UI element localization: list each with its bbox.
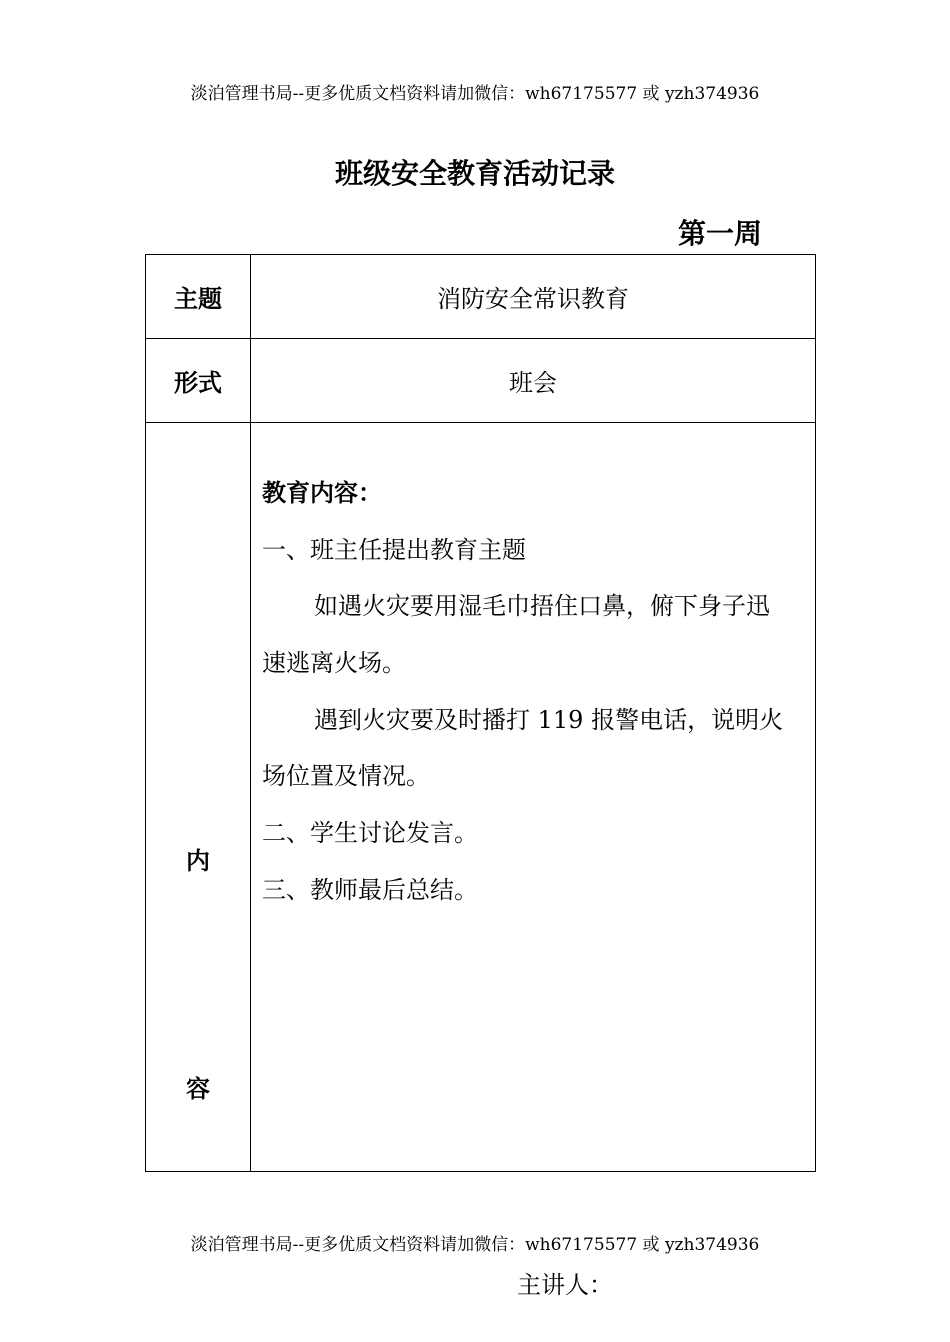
- content-heading: 教育内容：: [262, 479, 382, 507]
- content-label-char-1: 内: [186, 847, 210, 875]
- content-para-2-line-1: 遇到火灾要及时播打 119 报警电话，说明火: [314, 706, 784, 734]
- topic-label: 主题: [146, 255, 251, 339]
- content-para-1-line-2: 速逃离火场。: [262, 649, 406, 677]
- speaker-label: 主讲人：: [517, 1271, 613, 1299]
- footer-note: 淡泊管理书局--更多优质文档资料请加微信：wh67175577 或 yzh374936: [190, 1235, 760, 1255]
- content-row: [146, 423, 816, 1172]
- format-label: 形式: [146, 339, 251, 423]
- format-row: [146, 339, 816, 423]
- content-para-1-line-1: 如遇火灾要用湿毛巾捂住口鼻，俯下身子迅: [314, 592, 770, 620]
- content-label-cell: [146, 423, 251, 1172]
- content-item-3: 三、教师最后总结。: [262, 876, 478, 904]
- topic-value: 消防安全常识教育: [251, 255, 816, 339]
- week-label: 第一周: [677, 217, 762, 250]
- content-para-2-line-2: 场位置及情况。: [262, 762, 430, 790]
- format-value: 班会: [251, 339, 816, 423]
- content-item-1: 一、班主任提出教育主题: [262, 536, 526, 564]
- content-item-2: 二、学生讨论发言。: [262, 819, 478, 847]
- content-label-char-2: 容: [186, 1075, 210, 1103]
- document-title: 班级安全教育活动记录: [334, 157, 615, 190]
- topic-row: [146, 255, 816, 339]
- header-note: 淡泊管理书局--更多优质文档资料请加微信：wh67175577 或 yzh374936: [190, 84, 760, 104]
